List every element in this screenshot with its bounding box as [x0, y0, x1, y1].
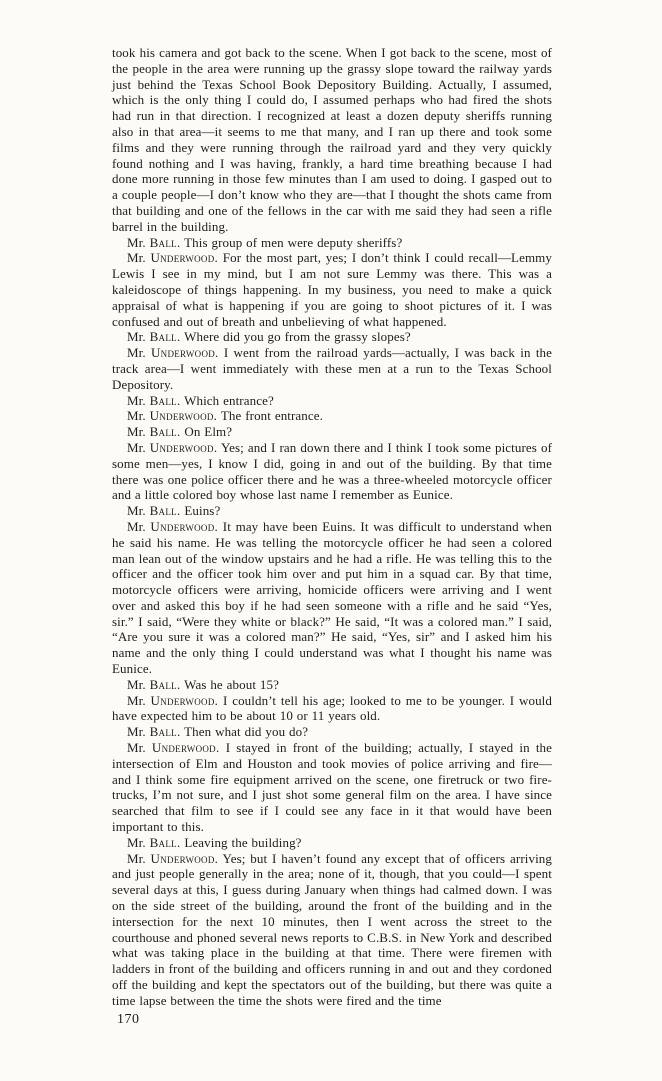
speaker-surname: Underwood.: [150, 250, 219, 266]
speech-text: It may have been Euins. It was difficult to understand when he said his name. He was telling the motorcycle officer he had seen a colored man lean out of the window upstairs and he had a rifle. He was telling this to the officer and the officer took him over and put him in a squad car. By that time, motorcycle officers were arriving, homicide officers were arriving and I went over and asked this boy if he had seen someone with a rifle and he said “Yes, sir.” I said, “Were they white or black?” He said, “It was a colored man.” I said, “Are you sure it was a colored man?” He said, “Yes, sir” and I asked him his name and the only thing I could understand was what I thought his name was Eunice.: [112, 518, 552, 677]
text-column: [112, 45, 552, 1009]
speaker-name: Mr. Underwood.: [127, 740, 220, 756]
paragraph: [112, 519, 552, 677]
speaker-surname: Ball.: [149, 234, 181, 250]
speaker-surname: Underwood.: [150, 345, 219, 361]
speech-text: For the most part, yes; I don’t think I could recall—Lemmy Lewis I see in my mind, but I am not sure Lemmy was there. This was a kaleidoscope of things happening. In my business, you need to make a quick appraisal of what is happening if you are going to shoot pictures of it. I was confused and out of breath and unbelieving of what happened.: [112, 250, 552, 329]
speech-text: Yes; but I haven’t found any except that of officers arriving and just people generally in the area; none of it, though, that you could—I spent several days at this, I guess during January when things had calmed down. I was on the side street of the building, around the front of the building and in the intersection for the next 10 minutes, then I went across the street to the courthouse and phoned several news reports to C.B.S. in New York and described what was taking place in the building at that time. There were firemen with ladders in front of the building and officers running in and out and they cordoned off the building and kept the spectators out of the building, but there was quite a time lapse between the time the shots were fired and the time: [112, 850, 552, 1008]
speaker-name: Mr. Ball.: [127, 234, 181, 250]
speech-text: Was he about 15?: [184, 676, 279, 692]
speaker-surname: Ball.: [149, 424, 181, 440]
speech-text: Euins?: [184, 503, 221, 519]
speaker-surname: Ball.: [149, 329, 181, 345]
paragraph: [112, 408, 552, 424]
speaker-name: Mr. Ball.: [127, 424, 181, 440]
paragraph: [112, 235, 552, 251]
speech-text: On Elm?: [184, 424, 233, 440]
speaker-surname: Underwood.: [150, 518, 219, 534]
speaker-name: Mr. Underwood.: [127, 439, 218, 455]
speaker-surname: Ball.: [149, 503, 181, 519]
paragraph: [112, 424, 552, 440]
paragraph: [112, 851, 552, 1009]
speaker-name: Mr. Ball.: [127, 329, 181, 345]
speech-text: Where did you go from the grassy slopes?: [184, 329, 411, 345]
speech-text: Leaving the building?: [184, 834, 302, 850]
paragraph: [112, 724, 552, 740]
paragraph: [112, 835, 552, 851]
speaker-name: Mr. Ball.: [127, 676, 181, 692]
paragraph: [112, 740, 552, 835]
speaker-surname: Underwood.: [149, 439, 218, 455]
speaker-name: Mr. Ball.: [127, 503, 181, 519]
speech-text: Which entrance?: [184, 392, 274, 408]
paragraph: [112, 503, 552, 519]
speaker-surname: Underwood.: [150, 850, 219, 866]
speech-text: This group of men were deputy sheriffs?: [184, 234, 403, 250]
speaker-name: Mr. Underwood.: [127, 692, 219, 708]
speaker-surname: Underwood.: [149, 408, 218, 424]
paragraph: [112, 440, 552, 503]
speech-text: I couldn’t tell his age; looked to me to be younger. I would have expected him to be about 10 or 11 years old.: [112, 692, 552, 724]
speech-text: I stayed in front of the building; actually, I stayed in the intersection of Elm and Houston and took movies of police arriving and fire—and I think some fire equipment arrived on the scene, one firetruck or two fire-trucks, I’m not sure, and I just shot some general film on the area. I have since searched that film to see if I could see any face in it that would have been important to this.: [112, 740, 553, 835]
speaker-surname: Ball.: [149, 676, 181, 692]
speech-text: I went from the railroad yards—actually, I was back in the track area—I went immediately with these men at a run to the Texas School Depository.: [112, 345, 553, 392]
speaker-name: Mr. Underwood.: [127, 408, 218, 424]
speech-text: The front entrance.: [220, 408, 323, 424]
speech-text: took his camera and got back to the scene. When I got back to the scene, most of the people in the area were running up the grassy slope toward the railway yards just behind the Texas School Book Depository Building. Actually, I assumed, which is the only thing I could do, I assumed perhaps who had fired the shots had run in that direction. I recognized at least a dozen deputy sheriffs running also in that area—it seems to me that many, and I ran up there and took some films and they were running through the railroad yard and they very quickly found nothing and I was having, frankly, a hard time breathing because I had done more running in those few minutes than I am used to doing. I gasped out to a couple people—I don’t know who they are—that I thought the shots came from that building and one of the fellows in the car with me said they had seen a rifle barrel in the building.: [112, 45, 552, 234]
paragraph: [112, 45, 552, 235]
paragraph: [112, 345, 552, 392]
speaker-name: Mr. Underwood.: [127, 250, 219, 266]
paragraph: [112, 329, 552, 345]
speaker-name: Mr. Underwood.: [127, 850, 219, 866]
speaker-surname: Underwood.: [151, 740, 220, 756]
speech-text: Then what did you do?: [184, 724, 309, 740]
speaker-surname: Ball.: [149, 834, 181, 850]
speaker-name: Mr. Underwood.: [127, 345, 219, 361]
paragraph: [112, 250, 552, 329]
speaker-name: Mr. Underwood.: [127, 518, 219, 534]
paragraph: [112, 693, 552, 725]
speech-text: Yes; and I ran down there and I think I took some pictures of some men—yes, I know I did, going in and out of the building. By that time there was one police officer there and he was a three-wheeled motorcycle officer and a little colored boy whose last name I remember as Eunice.: [112, 439, 552, 503]
page-number: 170: [117, 1012, 140, 1027]
speaker-name: Mr. Ball.: [127, 392, 181, 408]
paragraph: [112, 677, 552, 693]
speaker-name: Mr. Ball.: [127, 724, 181, 740]
speaker-name: Mr. Ball.: [127, 834, 181, 850]
speaker-surname: Underwood.: [150, 692, 219, 708]
speaker-surname: Ball.: [149, 724, 181, 740]
speaker-surname: Ball.: [149, 392, 181, 408]
paragraph: [112, 393, 552, 409]
